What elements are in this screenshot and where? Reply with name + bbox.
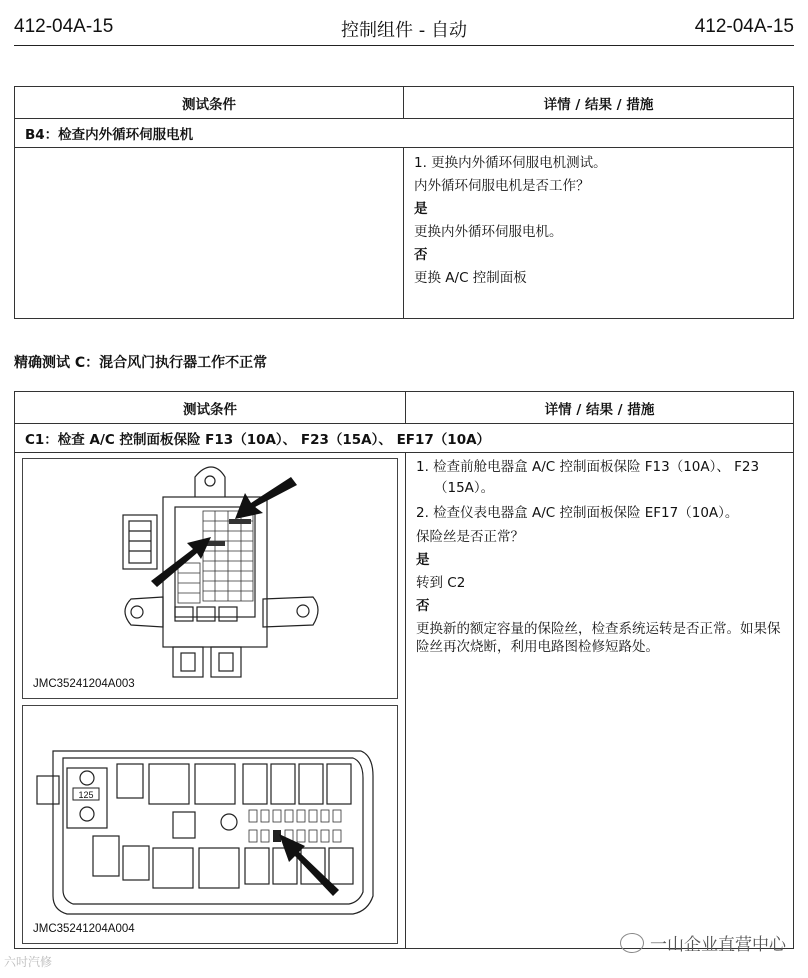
step-text: 1. 检查前舱电器盒 A/C 控制面板保险 F13（10A）、 F23（15A）。 xyxy=(416,459,760,496)
condition-cell xyxy=(15,148,404,319)
image1-caption: JMC35241204A003 xyxy=(33,678,135,690)
header-divider xyxy=(14,45,794,46)
question-text: 内外循环伺服电机是否工作？ xyxy=(414,178,590,194)
label-125: 125 xyxy=(78,790,94,800)
test-c-title: 精确测试 C：混合风门执行器工作不正常 xyxy=(14,355,268,371)
no-label: 否 xyxy=(414,247,428,263)
section-row xyxy=(15,119,794,148)
yes-label: 是 xyxy=(416,552,430,568)
yes-action: 转到 C2 xyxy=(416,575,466,591)
page-title: 控制组件 - 自动 xyxy=(341,20,467,41)
page-code-left: 412-04A-15 xyxy=(14,16,114,37)
details-cell xyxy=(404,148,794,319)
question-text: 保险丝是否正常？ xyxy=(416,529,524,545)
watermark-text: 一山企业直营中心 xyxy=(650,935,786,955)
fuse-box-instrument-drawing xyxy=(23,706,397,943)
test-table-c xyxy=(14,391,794,949)
col-condition-header: 测试条件 xyxy=(15,87,404,119)
no-label: 否 xyxy=(416,598,430,614)
table-row xyxy=(15,148,794,319)
no-action: 更换 A/C 控制面板 xyxy=(414,270,527,286)
wechat-icon xyxy=(620,933,644,953)
col-details-header: 详情 / 结果 / 措施 xyxy=(406,392,794,424)
fuse-box-diagram-front xyxy=(22,458,398,699)
section-title-b4: B4：检查内外循环伺服电机 xyxy=(15,119,794,148)
table-row xyxy=(15,453,794,949)
yes-action: 更换内外循环伺服电机。 xyxy=(414,224,563,240)
condition-cell xyxy=(15,453,406,949)
fuse-box-front-drawing xyxy=(23,459,397,698)
table-header-row xyxy=(15,392,794,424)
bottom-watermark: 六吋汽修 xyxy=(4,955,53,969)
page-code-right: 412-04A-15 xyxy=(694,16,794,37)
col-details-header: 详情 / 结果 / 措施 xyxy=(404,87,794,119)
section-row xyxy=(15,424,794,453)
step-text: 1. 更换内外循环伺服电机测试。 xyxy=(414,155,607,171)
col-condition-header: 测试条件 xyxy=(15,392,406,424)
step-text: 2. 检查仪表电器盒 A/C 控制面板保险 EF17（10A）。 xyxy=(416,505,739,521)
test-table-b xyxy=(14,86,794,319)
watermark xyxy=(620,930,786,955)
page-header xyxy=(14,16,794,40)
yes-label: 是 xyxy=(414,201,428,217)
details-cell xyxy=(406,453,794,949)
image2-caption: JMC35241204A004 xyxy=(33,923,135,935)
table-header-row xyxy=(15,87,794,119)
section-title-c1: C1：检查 A/C 控制面板保险 F13（10A）、 F23（15A）、 EF17（10A） xyxy=(15,424,794,453)
no-action: 更换新的额定容量的保险丝，检查系统运转是否正常。如果保险丝再次烧断，利用电路图检修短路处。 xyxy=(416,621,781,655)
fuse-box-diagram-instrument xyxy=(22,705,398,944)
